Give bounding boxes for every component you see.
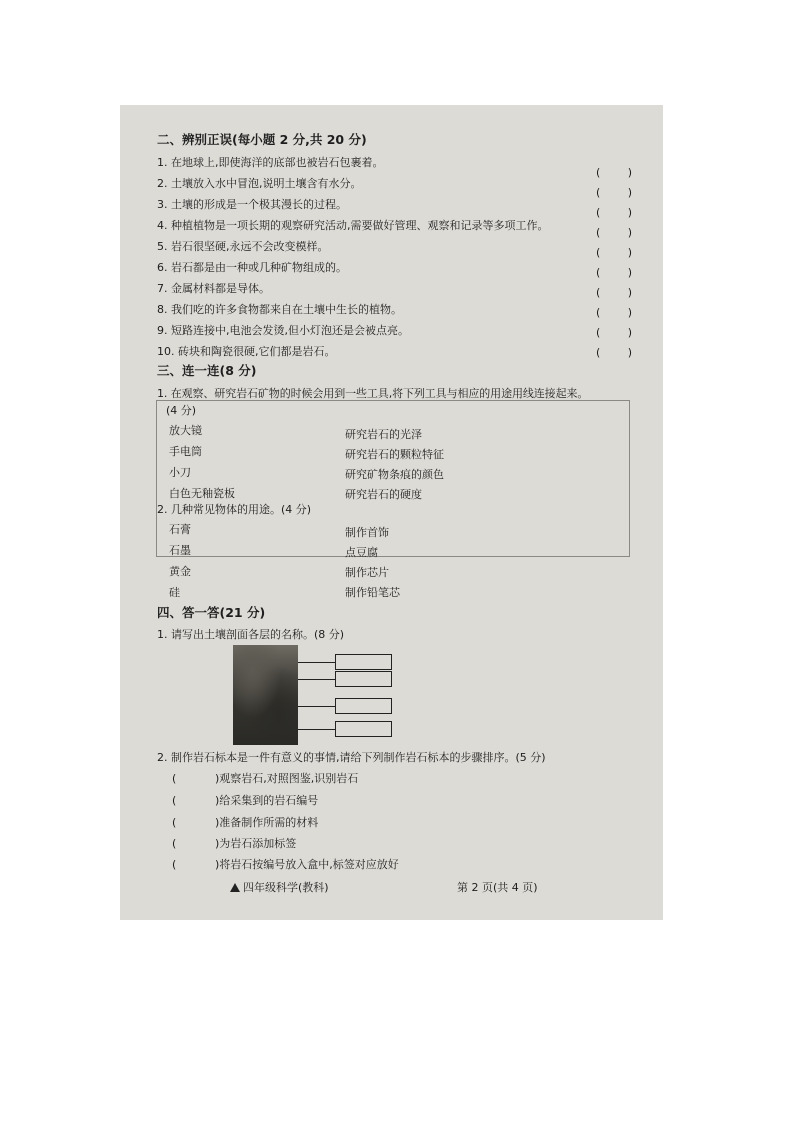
step-text: )给采集到的岩石编号 (215, 794, 319, 807)
footer-subject: 四年级科学(教科) (230, 879, 329, 895)
use-item[interactable]: 研究岩石的硬度 (345, 488, 422, 501)
section4-title: 四、答一答(21 分) (157, 605, 266, 620)
match-q1-line2: (4 分) (166, 404, 197, 417)
answer-paren-6[interactable]: ( ) (596, 266, 632, 279)
section2-title: 二、辨别正误(每小题 2 分,共 20 分) (157, 132, 367, 147)
tool-item[interactable]: 白色无釉瓷板 (169, 487, 235, 500)
use-item[interactable]: 研究矿物条痕的颜色 (345, 468, 444, 481)
section3-title: 三、连一连(8 分) (157, 363, 257, 378)
tool-item[interactable]: 手电筒 (169, 445, 202, 458)
soil-layer-answer-box[interactable] (335, 698, 392, 714)
step-text: )为岩石添加标签 (215, 837, 297, 850)
step-text: )观察岩石,对照图鉴,识别岩石 (215, 772, 359, 785)
soil-layer-answer-box[interactable] (335, 654, 392, 670)
label-line (298, 729, 335, 730)
judge-item-1: 1. 在地球上,即使海洋的底部也被岩石包裹着。 (157, 156, 384, 169)
answer-paren-8[interactable]: ( ) (596, 306, 632, 319)
answer-paren-10[interactable]: ( ) (596, 346, 632, 359)
answer-q1: 1. 请写出土壤剖面各层的名称。(8 分) (157, 628, 345, 641)
step-text: )将岩石按编号放入盒中,标签对应放好 (215, 858, 399, 871)
step-paren-open[interactable]: ( (172, 794, 177, 807)
purpose-item[interactable]: 点豆腐 (345, 546, 378, 559)
soil-layer-answer-box[interactable] (335, 721, 392, 737)
soil-profile-photo (233, 645, 298, 745)
answer-paren-3[interactable]: ( ) (596, 206, 632, 219)
answer-paren-7[interactable]: ( ) (596, 286, 632, 299)
step-paren-open[interactable]: ( (172, 772, 177, 785)
object-item[interactable]: 石膏 (169, 523, 191, 536)
purpose-item[interactable]: 制作首饰 (345, 526, 389, 539)
answer-paren-5[interactable]: ( ) (596, 246, 632, 259)
step-paren-open[interactable]: ( (172, 816, 177, 829)
footer-page-number: 第 2 页(共 4 页) (457, 881, 538, 894)
step-paren-open[interactable]: ( (172, 837, 177, 850)
label-line (298, 706, 335, 707)
judge-item-2: 2. 土壤放入水中冒泡,说明土壤含有水分。 (157, 177, 362, 190)
step-paren-open[interactable]: ( (172, 858, 177, 871)
object-item[interactable]: 石墨 (169, 544, 191, 557)
purpose-item[interactable]: 制作芯片 (345, 566, 389, 579)
object-item[interactable]: 黄金 (169, 565, 191, 578)
exam-page (120, 105, 663, 920)
match-q1-line1: 1. 在观察、研究岩石矿物的时候会用到一些工具,将下列工具与相应的用途用线连接起来。 (157, 387, 589, 400)
judge-item-7: 7. 金属材料都是导体。 (157, 282, 270, 295)
answer-q2: 2. 制作岩石标本是一件有意义的事情,请给下列制作岩石标本的步骤排序。(5 分) (157, 751, 546, 764)
tool-item[interactable]: 放大镜 (169, 424, 202, 437)
judge-item-4: 4. 种植植物是一项长期的观察研究活动,需要做好管理、观察和记录等多项工作。 (157, 219, 549, 232)
label-line (298, 679, 335, 680)
match-q2: 2. 几种常见物体的用途。(4 分) (157, 503, 312, 516)
answer-paren-1[interactable]: ( ) (596, 166, 632, 179)
object-item[interactable]: 硅 (169, 586, 180, 599)
step-text: )准备制作所需的材料 (215, 816, 319, 829)
tool-item[interactable]: 小刀 (169, 466, 191, 479)
publisher-logo-icon (230, 883, 240, 892)
answer-paren-2[interactable]: ( ) (596, 186, 632, 199)
purpose-item[interactable]: 制作铅笔芯 (345, 586, 400, 599)
judge-item-6: 6. 岩石都是由一种或几种矿物组成的。 (157, 261, 347, 274)
label-line (298, 662, 335, 663)
soil-layer-answer-box[interactable] (335, 671, 392, 687)
judge-item-10: 10. 砖块和陶瓷很硬,它们都是岩石。 (157, 345, 336, 358)
judge-item-3: 3. 土壤的形成是一个极其漫长的过程。 (157, 198, 347, 211)
judge-item-5: 5. 岩石很坚硬,永远不会改变模样。 (157, 240, 329, 253)
answer-paren-9[interactable]: ( ) (596, 326, 632, 339)
judge-item-8: 8. 我们吃的许多食物都来自在土壤中生长的植物。 (157, 303, 402, 316)
judge-item-9: 9. 短路连接中,电池会发烫,但小灯泡还是会被点亮。 (157, 324, 409, 337)
use-item[interactable]: 研究岩石的颗粒特征 (345, 448, 444, 461)
answer-paren-4[interactable]: ( ) (596, 226, 632, 239)
use-item[interactable]: 研究岩石的光泽 (345, 428, 422, 441)
